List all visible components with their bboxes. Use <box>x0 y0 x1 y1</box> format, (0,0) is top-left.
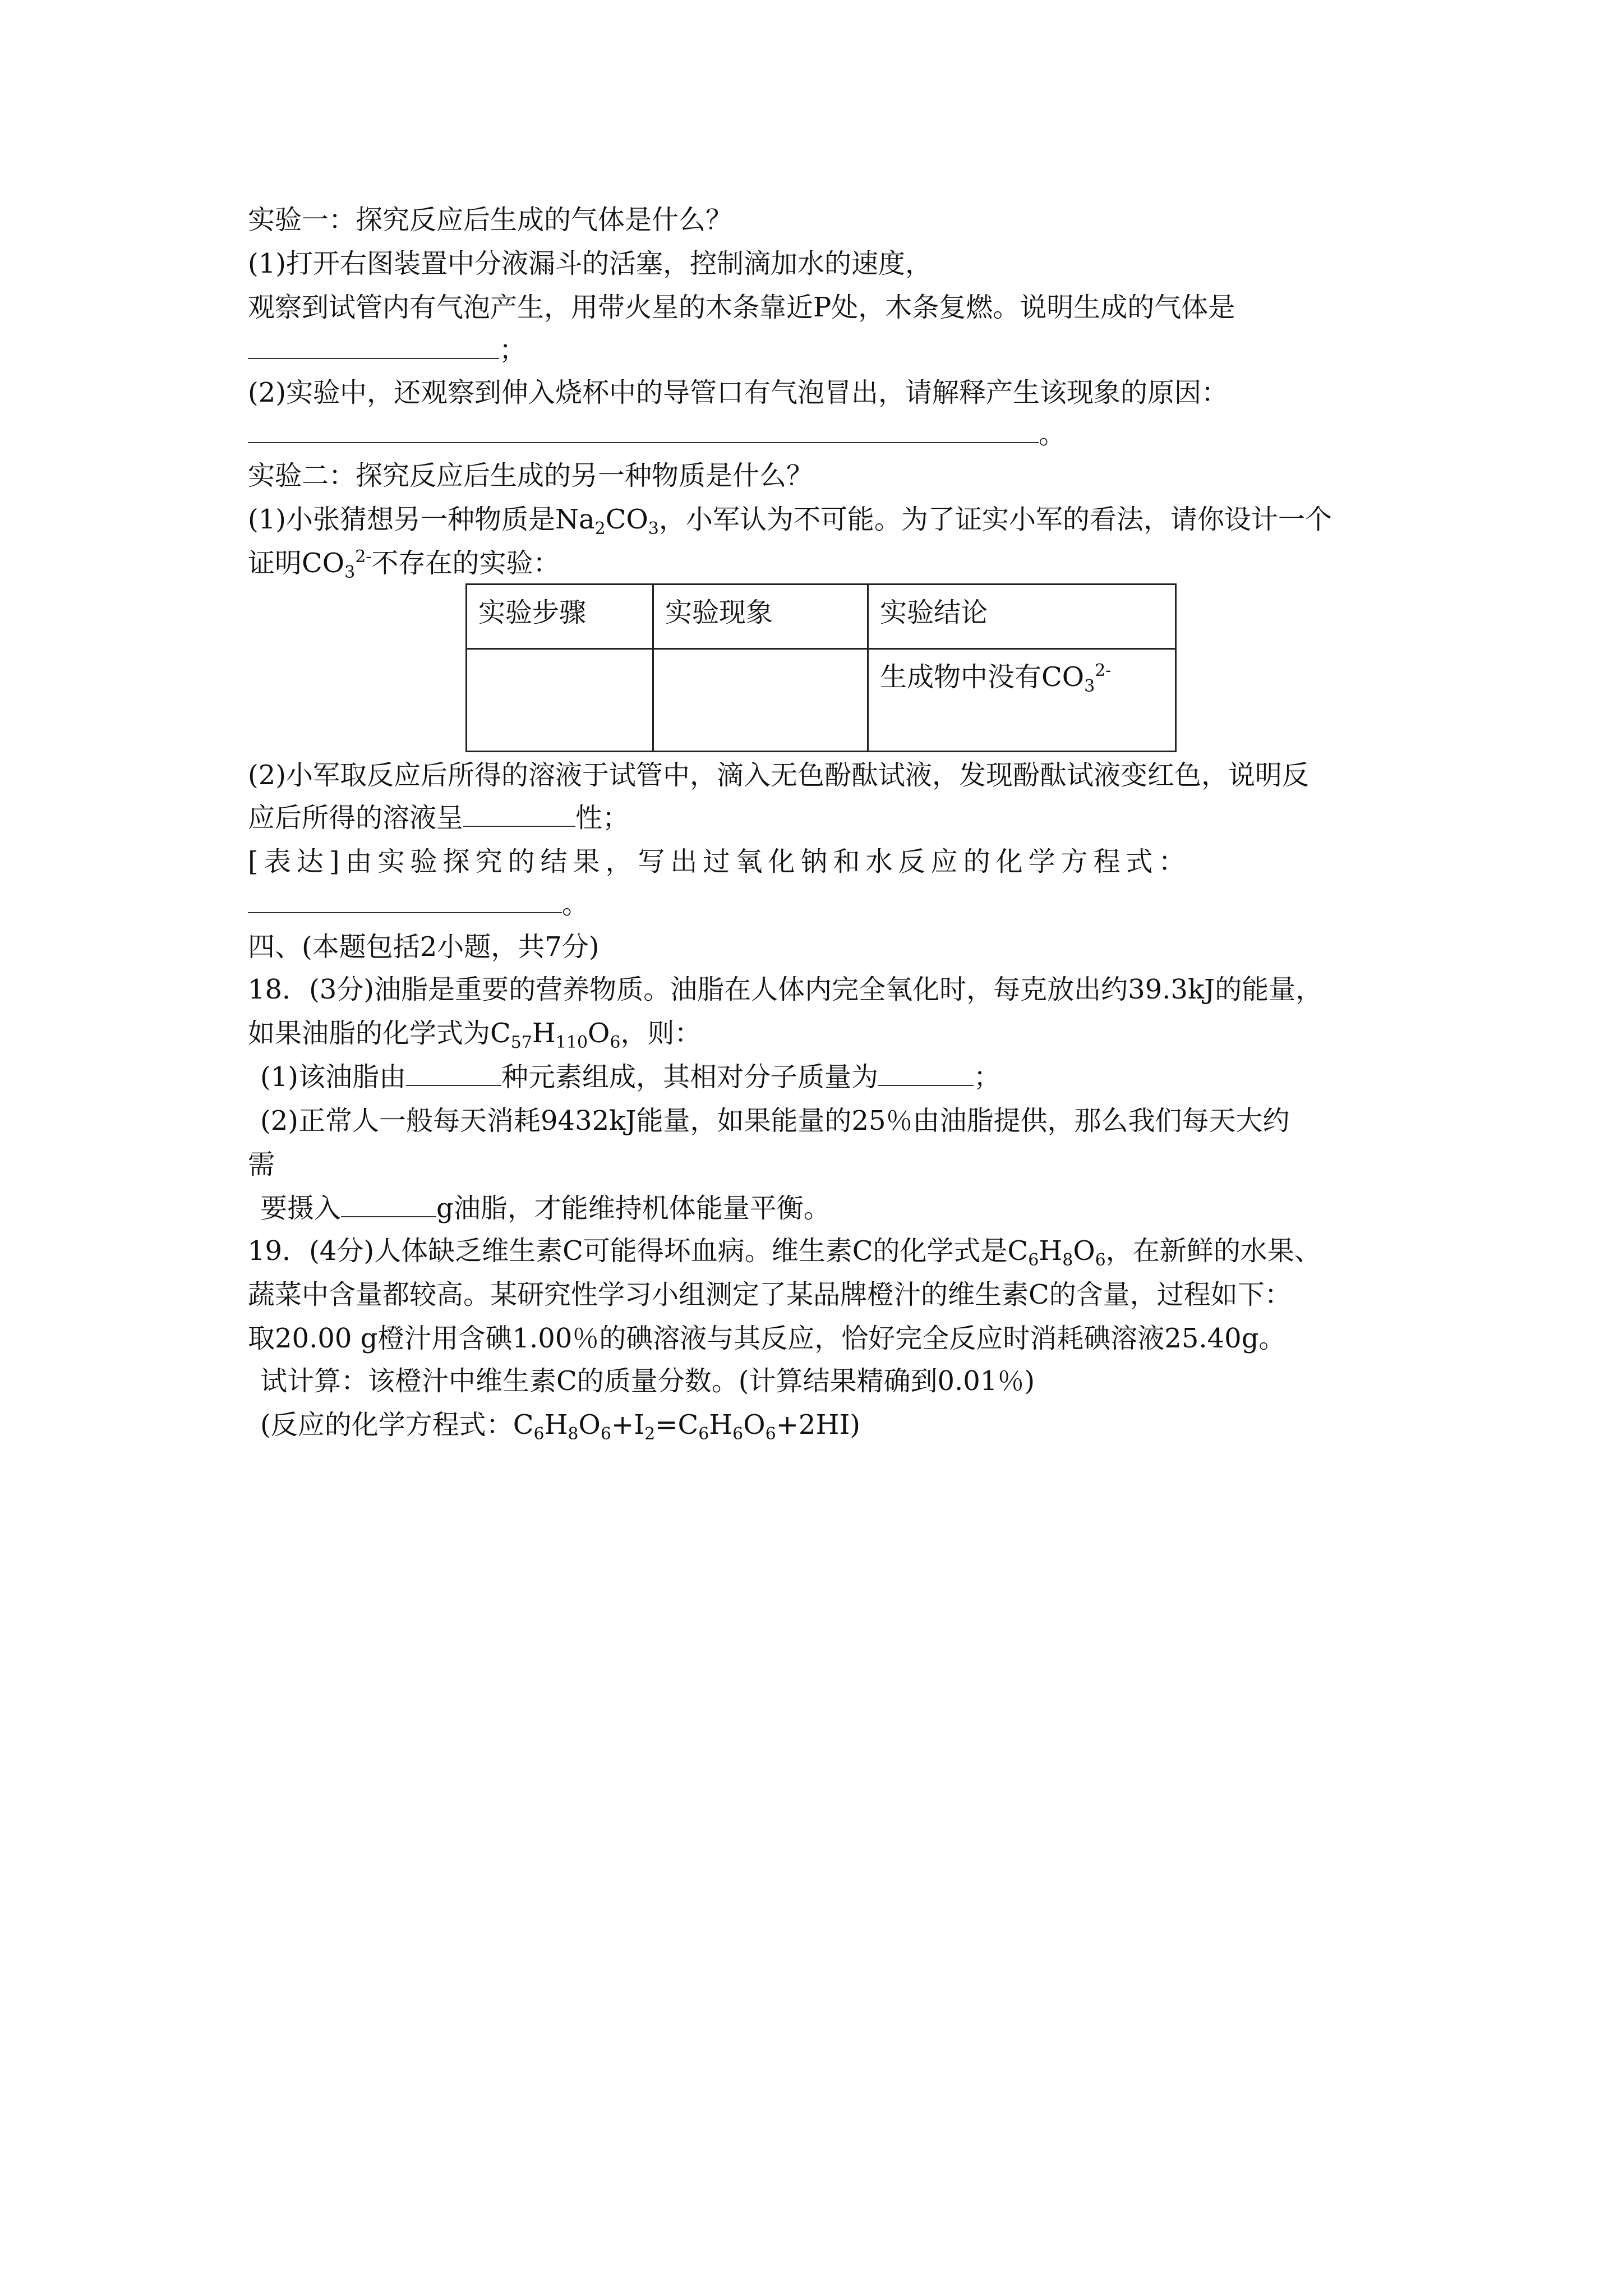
exp1-q1-answer-line: ； <box>248 333 526 367</box>
answer-blank-mass[interactable] <box>341 1191 436 1217</box>
q18-line2: 如果油脂的化学式为$C_{57}H_{110}O_6$，则： <box>248 1018 702 1052</box>
answer-blank-equation[interactable] <box>248 887 562 913</box>
answer-blank-property[interactable] <box>463 801 575 827</box>
exp1-title <box>248 203 732 237</box>
exp2-express-answer-line: 。 <box>248 887 589 921</box>
q19-equation: (反应的化学方程式：$C_6H_8O_6+I_2=C_6H_6O_6+2HI$) <box>260 1409 861 1444</box>
answer-blank-gas[interactable] <box>248 333 499 359</box>
q19-line1: 19．(4分)人体缺乏维生素C可能得坏血病。维生素C的化学式是$C_6H_8O_6$，在新鲜的水果、 <box>248 1235 1321 1270</box>
table-header-cell: 实验步骤 <box>467 585 653 649</box>
exp2-q1-line2: 证明$CO_3^{2-}$不存在的实验： <box>248 547 560 582</box>
q19-line2: 蔬菜中含量都较高。某研究性学习小组测定了某品牌橙汁的维生素C的含量，过程如下： <box>248 1279 1292 1310</box>
exp2-q1-line1: (1)小张猜想另一种物质是$Na_2CO_3$，小军认为不可能。为了证实小军的看法，请你设计一个 <box>248 504 1332 539</box>
exp1-title-text: 实验一：探究反应后生成的气体是什么？ <box>248 204 733 236</box>
answer-blank-molar-mass[interactable] <box>878 1060 974 1086</box>
exp2-express-line: [表达]由实验探究的结果，写出过氧化钠和水反应的化学方程式： <box>248 846 1191 877</box>
table-cell-conclusion: 生成物中没有$CO_3^{2-}$ <box>868 649 1176 752</box>
q18-part2-line3: 要摄入 g油脂，才能维持机体能量平衡。 <box>260 1193 831 1224</box>
table-cell-steps[interactable] <box>467 649 653 752</box>
exp2-q2-line1: (2)小军取反应后所得的溶液于试管中，滴入无色酚酞试液，发现酚酞试液变红色，说明反 <box>248 760 1309 791</box>
exp2-q2-line2: 应后所得的溶液呈 性； <box>248 802 630 834</box>
table-header-cell: 实验现象 <box>653 585 868 649</box>
answer-blank-reason[interactable] <box>248 417 1039 443</box>
q19-line4: 试计算：该橙汁中维生素C的质量分数。(计算结果精确到0.01％) <box>260 1365 1035 1397</box>
q18-part1: (1)该油脂由 种元素组成，其相对分子质量为 ； <box>260 1061 1001 1093</box>
q18-part2-line2: 需 <box>248 1149 275 1180</box>
exp1-q1-line1 <box>248 247 932 280</box>
exp1-q2-line1 <box>248 376 1228 409</box>
exp1-q2-text: (2)实验中，还观察到伸入烧杯中的导管口有气泡冒出，请解释产生该现象的原因： <box>248 377 1228 408</box>
table-row <box>467 649 1176 752</box>
answer-blank-elements[interactable] <box>406 1060 501 1086</box>
section4-title: 四、(本题包括2小题，共7分) <box>248 931 600 963</box>
exp1-q1-line2 <box>248 291 1235 324</box>
exp1-q1-text: (1)打开右图装置中分液漏斗的活塞，控制滴加水的速度， <box>248 248 932 279</box>
exp2-title <box>248 459 813 493</box>
exp1-q2-answer-line: 。 <box>248 417 1066 451</box>
q18-line1: 18．(3分)油脂是重要的营养物质。油脂在人体内完全氧化时，每克放出约39.3kJ的能量， <box>248 974 1323 1005</box>
exp2-title-text: 实验二：探究反应后生成的另一种物质是什么？ <box>248 460 814 491</box>
q19-line3: 取20.00 g橙汁用含碘1.00％的碘溶液与其反应，恰好完全反应时消耗碘溶液25.40g。 <box>248 1323 1286 1354</box>
experiment-table <box>465 583 1177 752</box>
table-header-cell: 实验结论 <box>868 585 1176 649</box>
q18-part2-line1: (2)正常人一般每天消耗9432kJ能量，如果能量的25％由油脂提供，那么我们每天大约 <box>260 1105 1290 1137</box>
table-header-row <box>467 585 1176 649</box>
exp1-q1-text2: 观察到试管内有气泡产生，用带火星的木条靠近P处，木条复燃。说明生成的气体是 <box>248 292 1235 323</box>
table-cell-phenomenon[interactable] <box>653 649 868 752</box>
